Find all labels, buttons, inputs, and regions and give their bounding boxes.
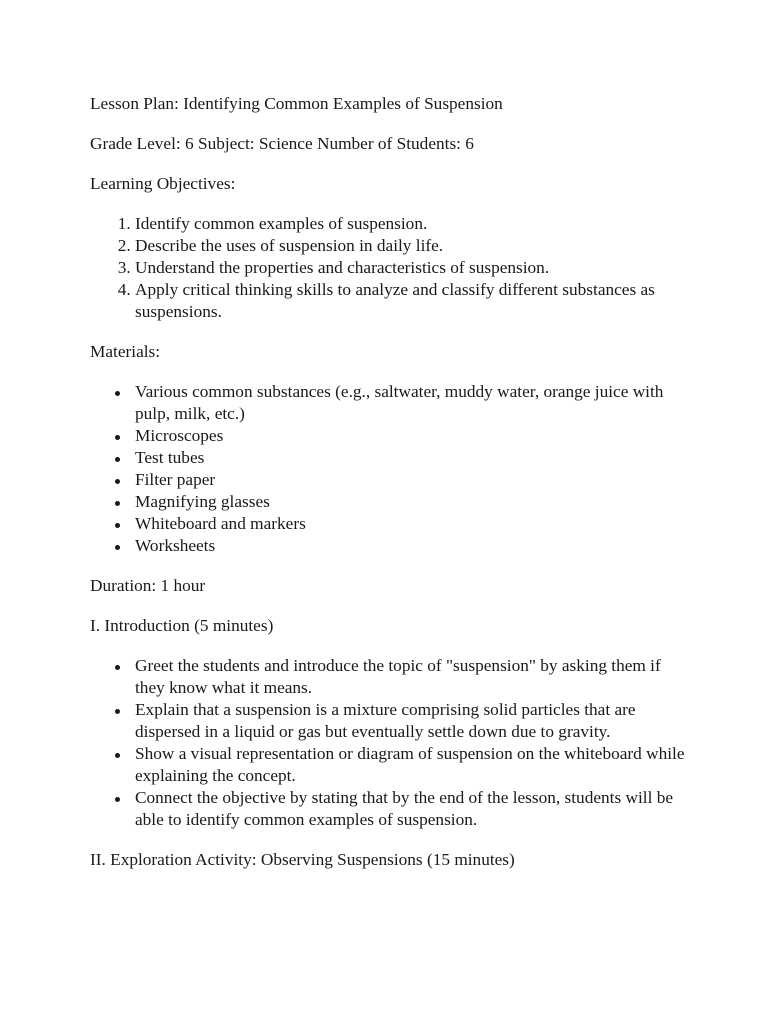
material-item: Filter paper [135,469,690,491]
meta-line: Grade Level: 6 Subject: Science Number of Students: 6 [90,134,474,153]
material-item: Microscopes [135,425,690,447]
introduction-heading: I. Introduction (5 minutes) [90,616,274,635]
introduction-item: Greet the students and introduce the topic of "suspension" by asking them if they know what it means. [135,655,690,699]
materials-list [90,381,690,557]
material-item: Worksheets [135,535,690,557]
material-item: Various common substances (e.g., saltwater, muddy water, orange juice with pulp, milk, etc.) [135,381,690,425]
introduction-list [90,655,690,831]
introduction-item: Show a visual representation or diagram of suspension on the whiteboard while explaining the concept. [135,743,690,787]
material-item: Magnifying glasses [135,491,690,513]
objective-item: 1. Identify common examples of suspension. [135,213,690,235]
document-page [90,93,690,871]
material-item: Whiteboard and markers [135,513,690,535]
page-title: Lesson Plan: Identifying Common Examples of Suspension [90,94,503,113]
exploration-heading: II. Exploration Activity: Observing Suspensions (15 minutes) [90,850,515,869]
objectives-heading: Learning Objectives: [90,174,236,193]
materials-heading: Materials: [90,342,161,361]
objective-item: 3. Understand the properties and characteristics of suspension. [135,257,690,279]
introduction-item: Connect the objective by stating that by the end of the lesson, students will be able to identify common examples of suspension. [135,787,690,831]
objectives-list [90,213,690,323]
duration-line: Duration: 1 hour [90,576,206,595]
introduction-item: Explain that a suspension is a mixture comprising solid particles that are dispersed in a liquid or gas but eventually settle down due to gravity. [135,699,690,743]
objective-item: 2. Describe the uses of suspension in daily life. [135,235,690,257]
material-item: Test tubes [135,447,690,469]
objective-item: 4. Apply critical thinking skills to analyze and classify different substances as suspensions. [135,279,690,323]
